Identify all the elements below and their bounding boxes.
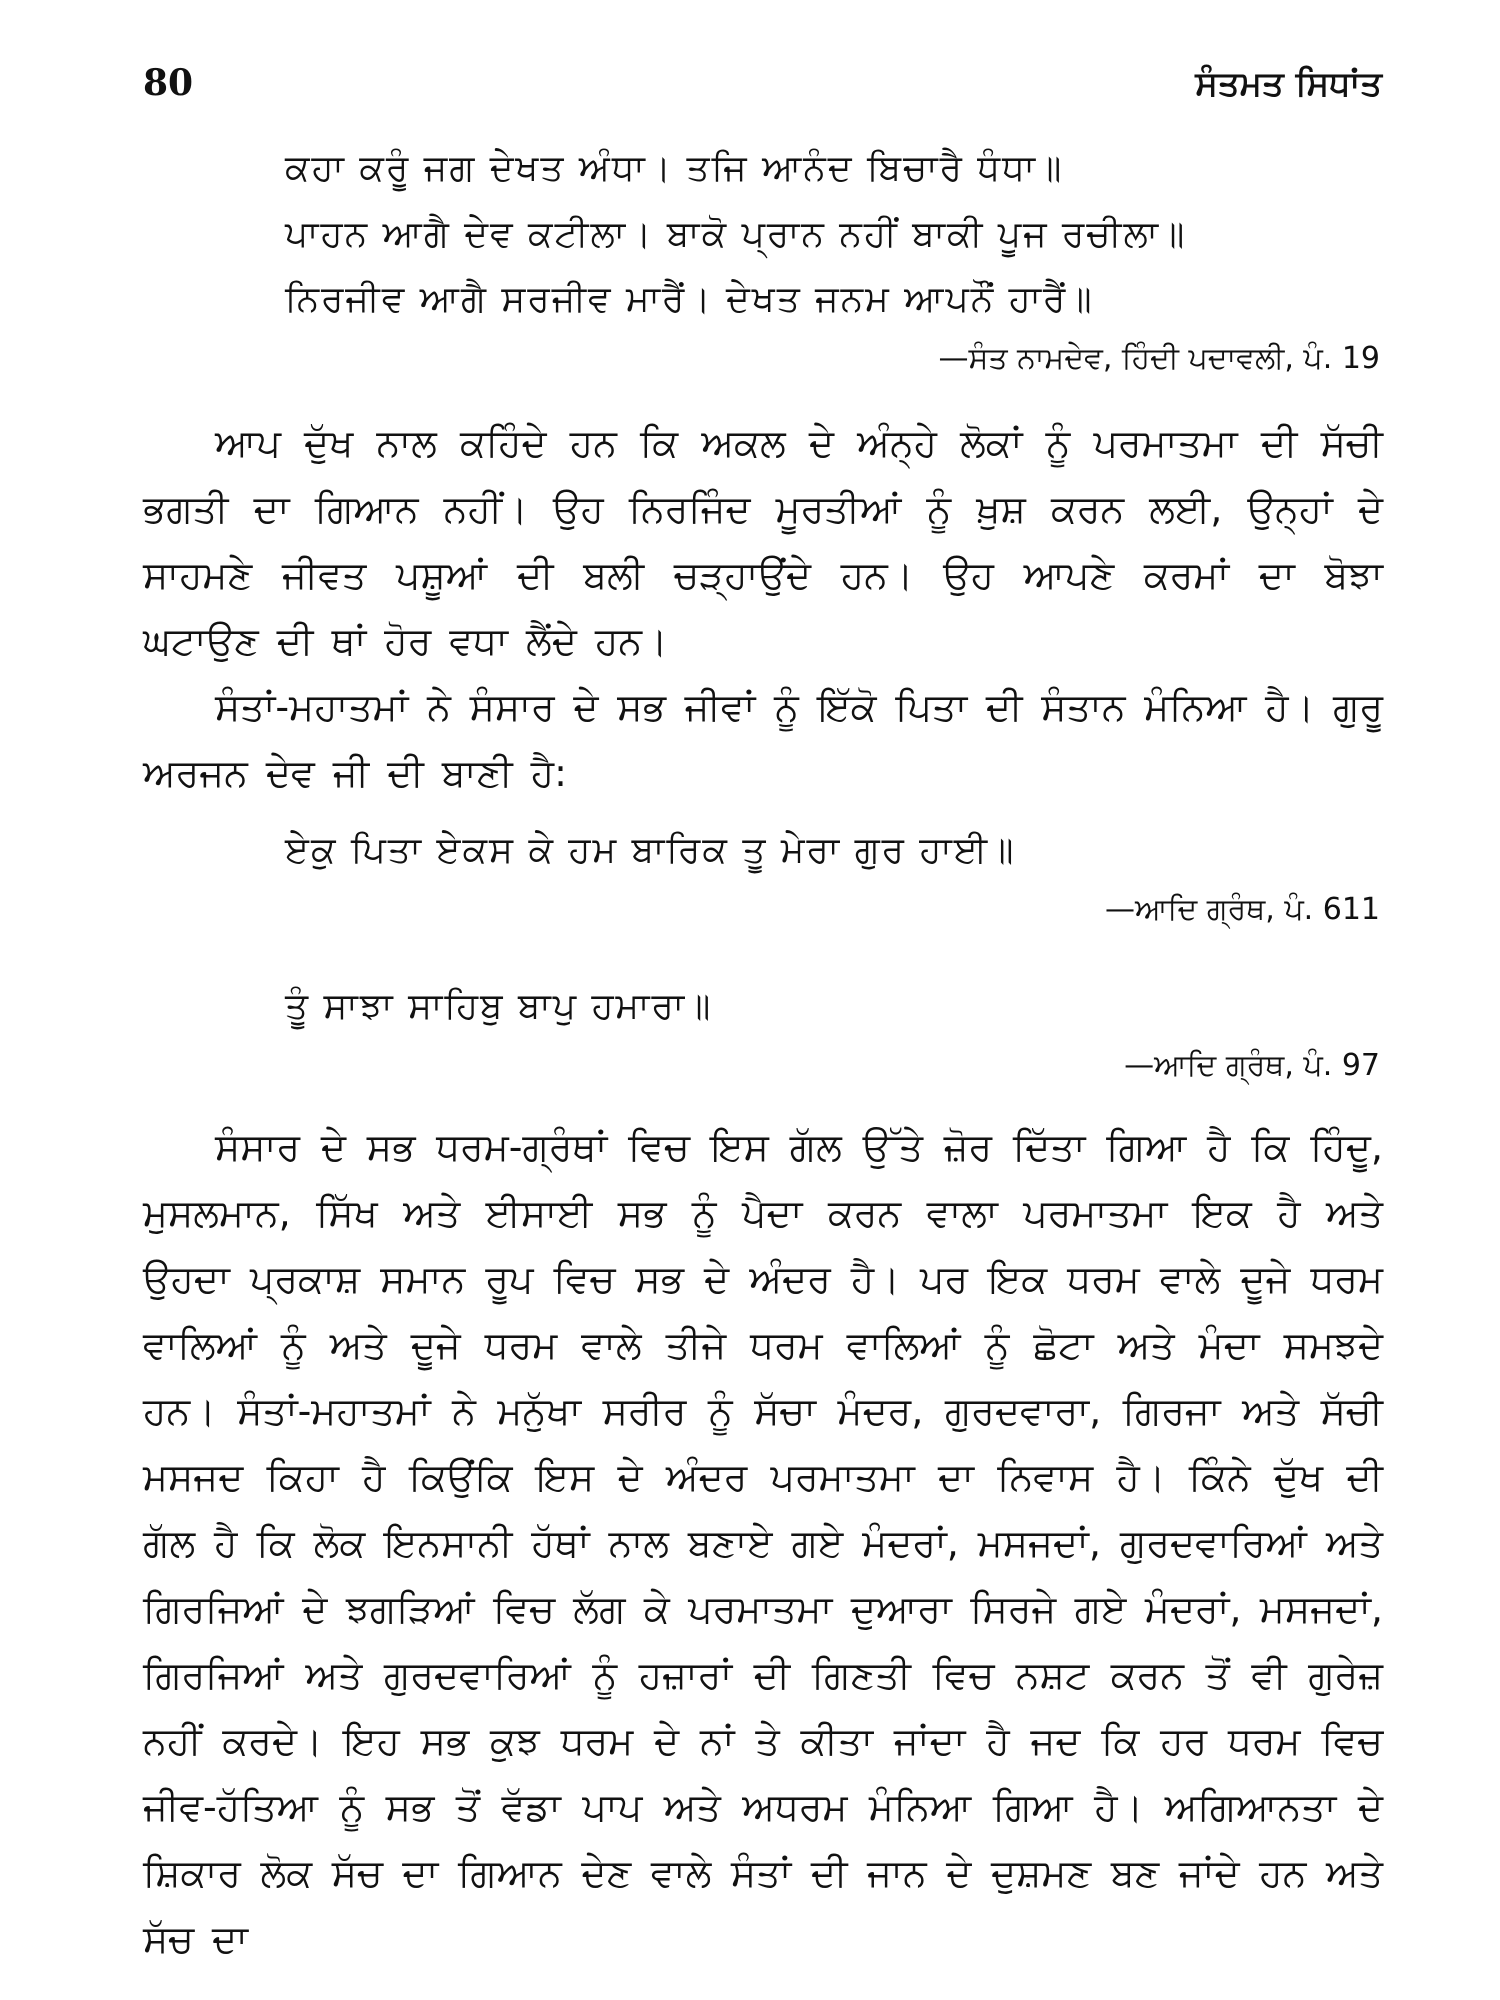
verse-line: ਪਾਹਨ ਆਗੈ ਦੇਵ ਕਟੀਲਾ। ਬਾਕੋ ਪ੍ਰਾਨ ਨਹੀਂ ਬਾਕੀ ਪੂਜ ਰਚੀਲਾ॥ — [285, 214, 1187, 255]
running-head: ਸੰਤਮਤ ਸਿਧਾਂਤ — [1195, 64, 1382, 104]
body-paragraph: ਆਪ ਦੁੱਖ ਨਾਲ ਕਹਿੰਦੇ ਹਨ ਕਿ ਅਕਲ ਦੇ ਅੰਨ੍ਹੇ ਲੋਕਾਂ ਨੂੰ ਪਰਮਾਤਮਾ ਦੀ ਸੱਚੀ ਭਗਤੀ ਦਾ ਗਿਆਨ ਨਹੀਂ। ਉਹ ਨਿਰਜਿੰਦ ਮੂਰਤੀਆਂ ਨੂੰ ਖ਼ੁਸ਼ ਕਰਨ ਲਈ, ਉਨ੍ਹਾਂ ਦੇ ਸਾਹਮਣੇ ਜੀਵਤ ਪਸ਼ੂਆਂ ਦੀ ਬਲੀ ਚੜ੍ਹਾਉਂਦੇ ਹਨ। ਉਹ ਆਪਣੇ ਕਰਮਾਂ ਦਾ ਬੋਝਾ ਘਟਾਉਣ ਦੀ ਥਾਂ ਹੋਰ ਵਧਾ ਲੈਂਦੇ ਹਨ। — [143, 421, 1383, 663]
verse-citation: —ਸੰਤ ਨਾਮਦੇਵ, ਹਿੰਦੀ ਪਦਾਵਲੀ, ਪੰ. 19 — [938, 341, 1380, 376]
verse-citation: —ਆਦਿ ਗ੍ਰੰਥ, ਪੰ. 97 — [1124, 1048, 1380, 1083]
verse-line: ਏਕੁ ਪਿਤਾ ਏਕਸ ਕੇ ਹਮ ਬਾਰਿਕ ਤੂ ਮੇਰਾ ਗੁਰ ਹਾਈ॥ — [285, 830, 1016, 871]
verse-citation: —ਆਦਿ ਗ੍ਰੰਥ, ਪੰ. 611 — [1105, 892, 1380, 927]
page-number: 80 — [143, 62, 194, 104]
verse-line: ਨਿਰਜੀਵ ਆਗੈ ਸਰਜੀਵ ਮਾਰੈਂ। ਦੇਖਤ ਜਨਮ ਆਪਨੌਂ ਹਾਰੈਂ॥ — [285, 279, 1094, 320]
verse-line: ਤੂੰ ਸਾਝਾ ਸਾਹਿਬੁ ਬਾਪੁ ਹਮਾਰਾ॥ — [285, 986, 713, 1027]
body-paragraph: ਸੰਤਾਂ-ਮਹਾਤਮਾਂ ਨੇ ਸੰਸਾਰ ਦੇ ਸਭ ਜੀਵਾਂ ਨੂੰ ਇੱਕੋ ਪਿਤਾ ਦੀ ਸੰਤਾਨ ਮੰਨਿਆ ਹੈ। ਗੁਰੂ ਅਰਜਨ ਦੇਵ ਜੀ ਦੀ ਬਾਣੀ ਹੈ: — [143, 685, 1383, 795]
verse-line: ਕਹਾ ਕਰੂੰ ਜਗ ਦੇਖਤ ਅੰਧਾ। ਤਜਿ ਆਨੰਦ ਬਿਚਾਰੈ ਧੰਧਾ॥ — [285, 148, 1064, 189]
body-paragraph: ਸੰਸਾਰ ਦੇ ਸਭ ਧਰਮ-ਗ੍ਰੰਥਾਂ ਵਿਚ ਇਸ ਗੱਲ ਉੱਤੇ ਜ਼ੋਰ ਦਿੱਤਾ ਗਿਆ ਹੈ ਕਿ ਹਿੰਦੂ, ਮੁਸਲਮਾਨ, ਸਿੱਖ ਅਤੇ ਈਸਾਈ ਸਭ ਨੂੰ ਪੈਦਾ ਕਰਨ ਵਾਲਾ ਪਰਮਾਤਮਾ ਇਕ ਹੈ ਅਤੇ ਉਹਦਾ ਪ੍ਰਕਾਸ਼ ਸਮਾਨ ਰੂਪ ਵਿਚ ਸਭ ਦੇ ਅੰਦਰ ਹੈ। ਪਰ ਇਕ ਧਰਮ ਵਾਲੇ ਦੂਜੇ ਧਰਮ ਵਾਲਿਆਂ ਨੂੰ ਅਤੇ ਦੂਜੇ ਧਰਮ ਵਾਲੇ ਤੀਜੇ ਧਰਮ ਵਾਲਿਆਂ ਨੂੰ ਛੋਟਾ ਅਤੇ ਮੰਦਾ ਸਮਝਦੇ ਹਨ। ਸੰਤਾਂ-ਮਹਾਤਮਾਂ ਨੇ ਮਨੁੱਖਾ ਸਰੀਰ ਨੂੰ ਸੱਚਾ ਮੰਦਰ, ਗੁਰਦਵਾਰਾ, ਗਿਰਜਾ ਅਤੇ ਸੱਚੀ ਮਸਜਦ ਕਿਹਾ ਹੈ ਕਿਉਂਕਿ ਇਸ ਦੇ ਅੰਦਰ ਪਰਮਾਤਮਾ ਦਾ ਨਿਵਾਸ ਹੈ। ਕਿੰਨੇ ਦੁੱਖ ਦੀ ਗੱਲ ਹੈ ਕਿ ਲੋਕ ਇਨਸਾਨੀ ਹੱਥਾਂ ਨਾਲ ਬਣਾਏ ਗਏ ਮੰਦਰਾਂ, ਮਸਜਦਾਂ, ਗੁਰਦਵਾਰਿਆਂ ਅਤੇ ਗਿਰਜਿਆਂ ਦੇ ਝਗੜਿਆਂ ਵਿਚ ਲੱਗ ਕੇ ਪਰਮਾਤਮਾ ਦੁਆਰਾ ਸਿਰਜੇ ਗਏ ਮੰਦਰਾਂ, ਮਸਜਦਾਂ, ਗਿਰਜਿਆਂ ਅਤੇ ਗੁਰਦਵਾਰਿਆਂ ਨੂੰ ਹਜ਼ਾਰਾਂ ਦੀ ਗਿਣਤੀ ਵਿਚ ਨਸ਼ਟ ਕਰਨ ਤੋਂ ਵੀ ਗੁਰੇਜ਼ ਨਹੀਂ ਕਰਦੇ। ਇਹ ਸਭ ਕੁਝ ਧਰਮ ਦੇ ਨਾਂ ਤੇ ਕੀਤਾ ਜਾਂਦਾ ਹੈ ਜਦ ਕਿ ਹਰ ਧਰਮ ਵਿਚ ਜੀਵ-ਹੱਤਿਆ ਨੂੰ ਸਭ ਤੋਂ ਵੱਡਾ ਪਾਪ ਅਤੇ ਅਧਰਮ ਮੰਨਿਆ ਗਿਆ ਹੈ। ਅਗਿਆਨਤਾ ਦੇ ਸ਼ਿਕਾਰ ਲੋਕ ਸੱਚ ਦਾ ਗਿਆਨ ਦੇਣ ਵਾਲੇ ਸੰਤਾਂ ਦੀ ਜਾਨ ਦੇ ਦੁਸ਼ਮਣ ਬਣ ਜਾਂਦੇ ਹਨ ਅਤੇ ਸੱਚ ਦਾ — [143, 1125, 1384, 1961]
